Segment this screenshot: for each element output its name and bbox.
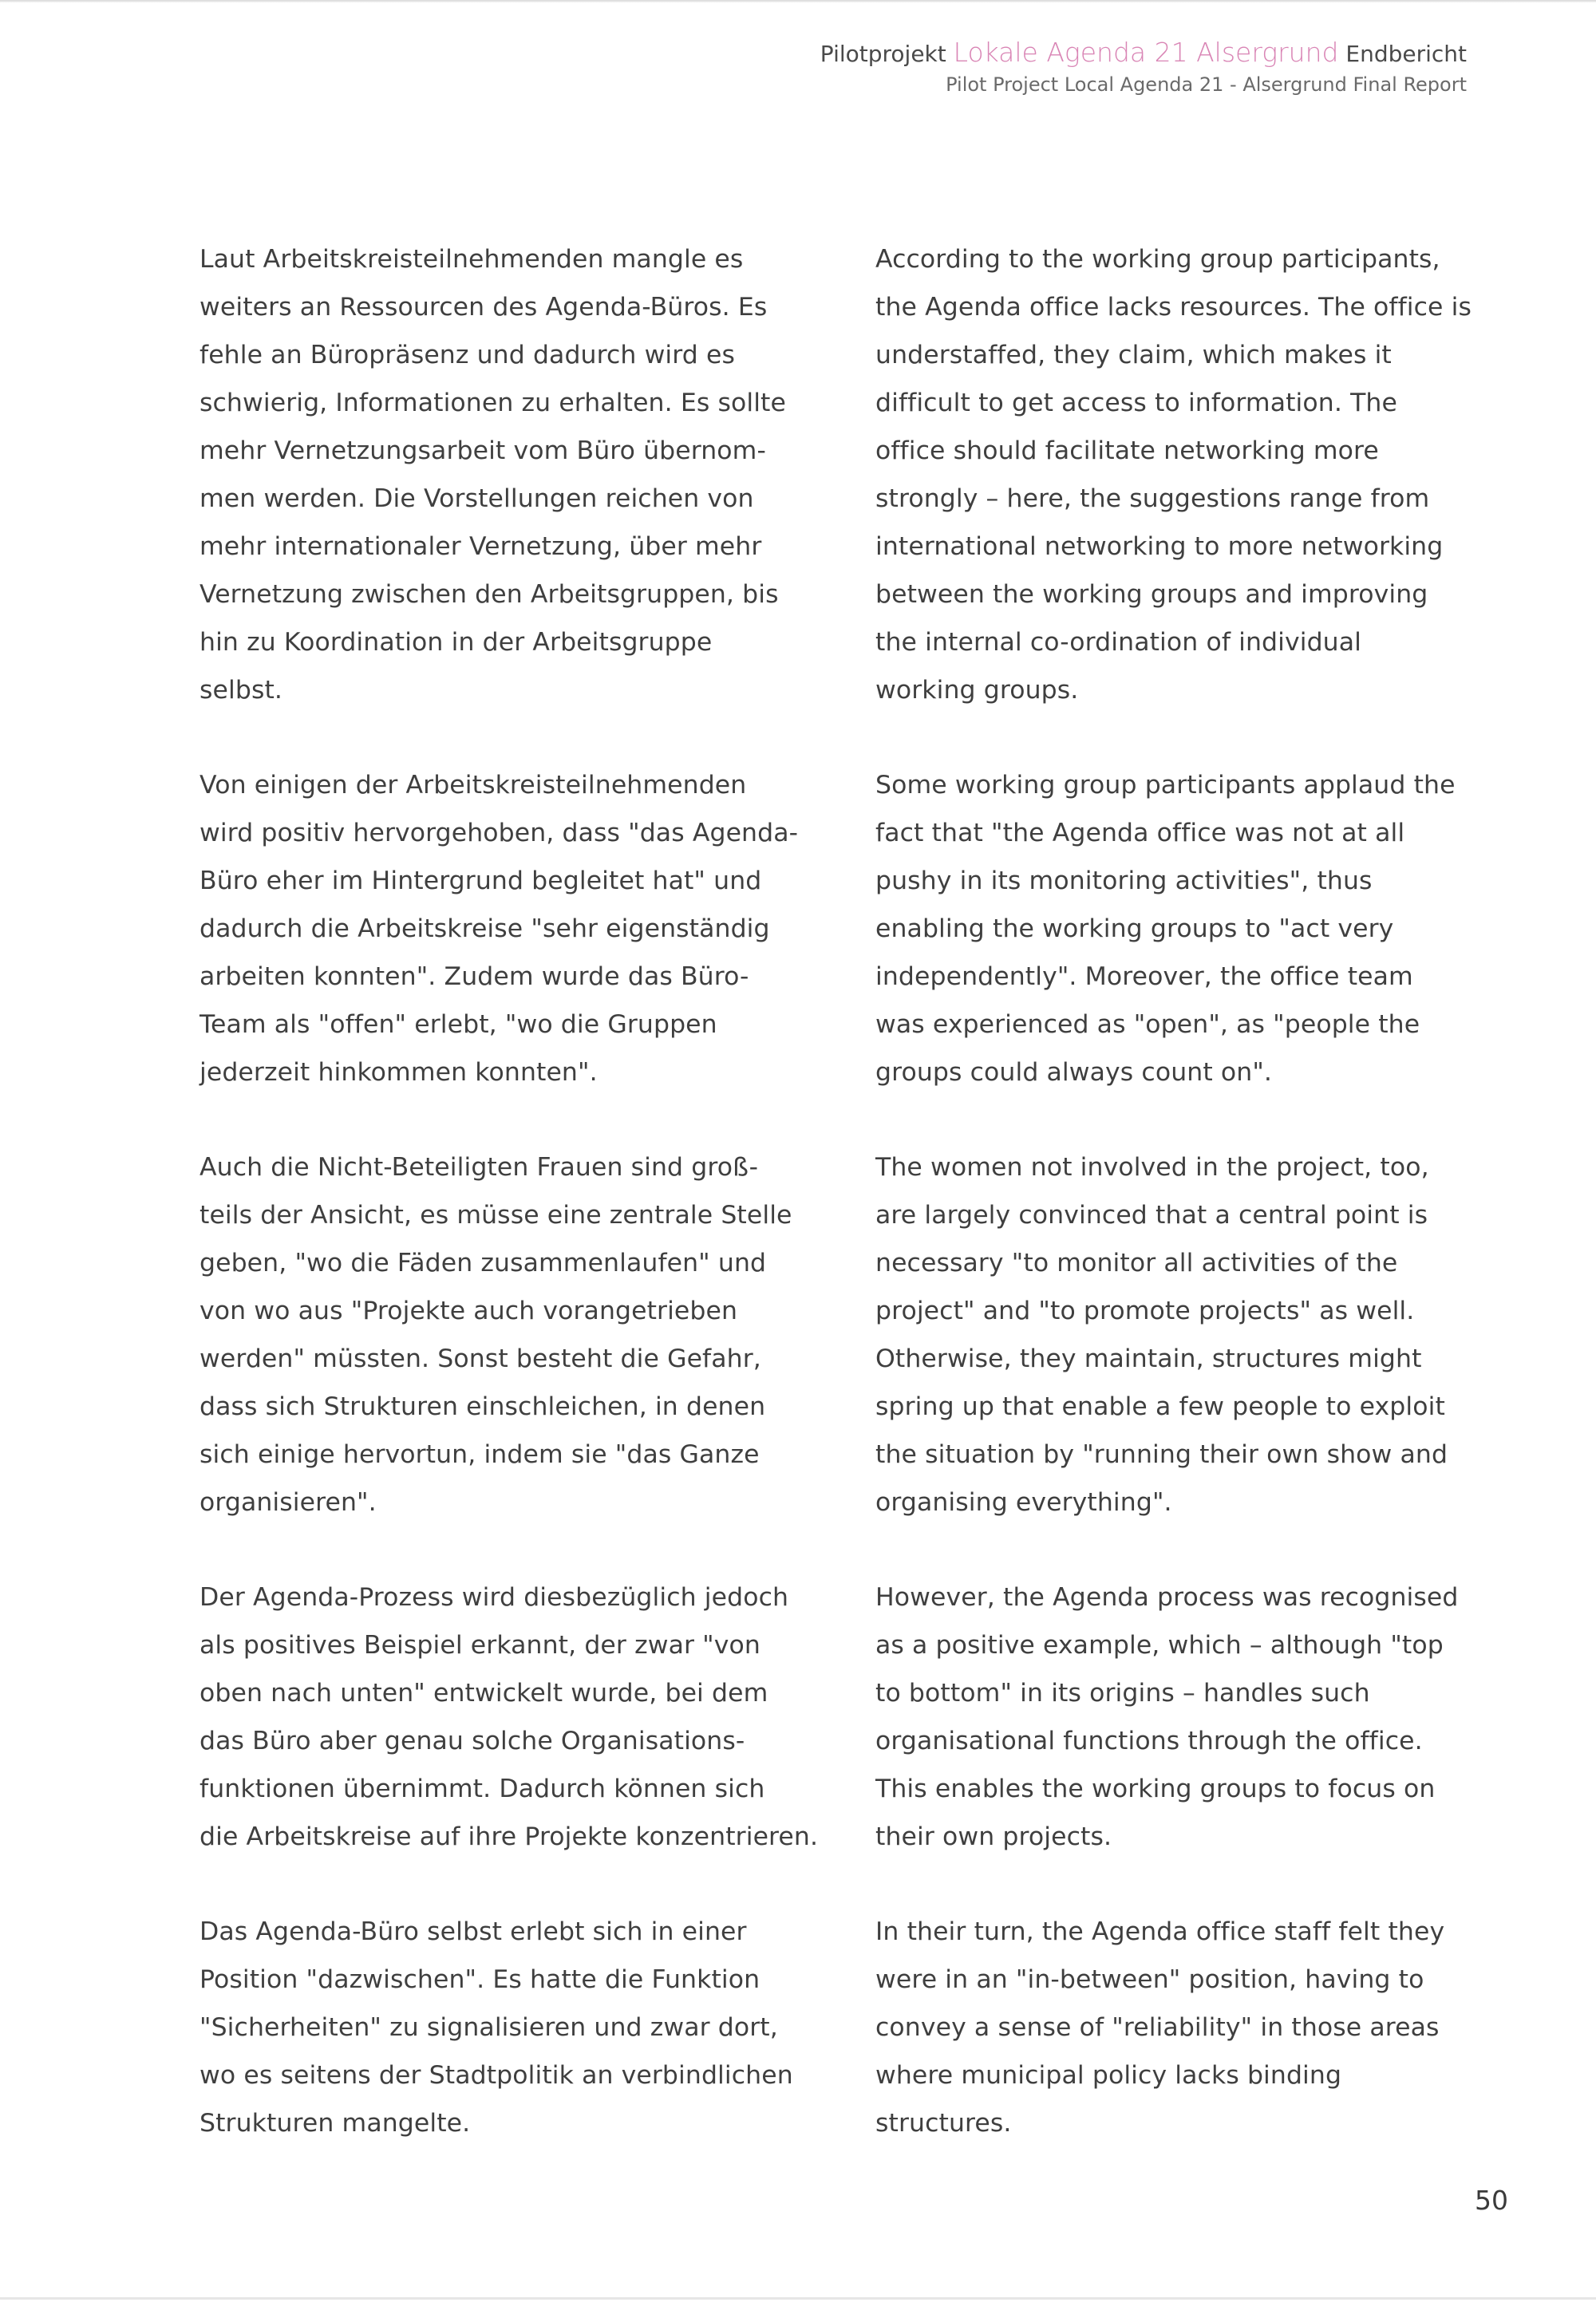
text-line: fact that "the Agenda office was not at all bbox=[875, 819, 1405, 847]
text-line: dadurch die Arbeitskreise "sehr eigenständig bbox=[200, 914, 770, 943]
text-line: Position "dazwischen". Es hatte die Funktion bbox=[200, 1965, 760, 1994]
text-line: schwierig, Informationen zu erhalten. Es sollte bbox=[200, 389, 786, 417]
text-line: arbeiten konnten". Zudem wurde das Büro- bbox=[200, 962, 749, 991]
text-line: organisieren". bbox=[200, 1488, 377, 1517]
text-line: von wo aus "Projekte auch vorangetrieben bbox=[200, 1297, 738, 1325]
english-paragraph-4 bbox=[875, 1574, 1490, 1861]
text-line: sich einige hervortun, indem sie "das Ganze bbox=[200, 1440, 760, 1469]
header-prefix: Pilotprojekt bbox=[820, 41, 946, 67]
text-line: Vernetzung zwischen den Arbeitsgruppen, bis bbox=[200, 580, 779, 609]
text-line: selbst. bbox=[200, 676, 283, 705]
text-line: hin zu Koordination in der Arbeitsgruppe bbox=[200, 628, 713, 657]
text-line: structures. bbox=[875, 2109, 1012, 2138]
header-suffix: Endbericht bbox=[1345, 41, 1467, 67]
text-line: Laut Arbeitskreisteilnehmenden mangle es bbox=[200, 245, 744, 274]
text-line: Strukturen mangelte. bbox=[200, 2109, 471, 2138]
text-line: organising everything". bbox=[875, 1488, 1172, 1517]
text-line: organisational functions through the office. bbox=[875, 1727, 1423, 1755]
text-line: oben nach unten" entwickelt wurde, bei dem bbox=[200, 1679, 768, 1708]
text-line: office should facilitate networking more bbox=[875, 436, 1379, 465]
text-line: the situation by "running their own show and bbox=[875, 1440, 1448, 1469]
text-line: werden" müssten. Sonst besteht die Gefahr, bbox=[200, 1345, 761, 1373]
text-line: dass sich Strukturen einschleichen, in denen bbox=[200, 1392, 766, 1421]
bottom-rule bbox=[0, 2297, 1596, 2300]
text-line: Der Agenda-Prozess wird diesbezüglich jedoch bbox=[200, 1583, 789, 1612]
text-line: Team als "offen" erlebt, "wo die Gruppen bbox=[200, 1010, 717, 1039]
text-line: project" and "to promote projects" as well. bbox=[875, 1297, 1415, 1325]
german-paragraph-1 bbox=[200, 235, 806, 714]
text-line: wird positiv hervorgehoben, dass "das Agenda- bbox=[200, 819, 799, 847]
text-line: mehr Vernetzungsarbeit vom Büro übernom- bbox=[200, 436, 766, 465]
text-line: spring up that enable a few people to exploit bbox=[875, 1392, 1445, 1421]
text-line: According to the working group participants, bbox=[875, 245, 1440, 274]
english-paragraph-3 bbox=[875, 1143, 1490, 1526]
german-column bbox=[200, 235, 819, 2194]
english-column bbox=[875, 235, 1490, 2194]
text-line: convey a sense of "reliability" in those areas bbox=[875, 2013, 1440, 2042]
text-line: mehr internationaler Vernetzung, über mehr bbox=[200, 532, 762, 561]
english-paragraph-1 bbox=[875, 235, 1490, 714]
text-line: Das Agenda-Büro selbst erlebt sich in einer bbox=[200, 1917, 747, 1946]
text-line: fehle an Büropräsenz und dadurch wird es bbox=[200, 341, 735, 369]
text-line: die Arbeitskreise auf ihre Projekte konzentrieren. bbox=[200, 1822, 819, 1851]
text-line: weiters an Ressourcen des Agenda-Büros. Es bbox=[200, 293, 768, 322]
text-line: difficult to get access to information. The bbox=[875, 389, 1397, 417]
german-paragraph-3 bbox=[200, 1143, 806, 1526]
text-line: Auch die Nicht-Beteiligten Frauen sind groß- bbox=[200, 1153, 759, 1182]
text-line: pushy in its monitoring activities", thus bbox=[875, 867, 1373, 895]
text-line: men werden. Die Vorstellungen reichen von bbox=[200, 484, 754, 513]
text-line: understaffed, they claim, which makes it bbox=[875, 341, 1392, 369]
text-line: das Büro aber genau solche Organisations- bbox=[200, 1727, 745, 1755]
text-line: Some working group participants applaud the bbox=[875, 771, 1456, 800]
english-paragraph-2 bbox=[875, 761, 1490, 1096]
text-line: geben, "wo die Fäden zusammenlaufen" und bbox=[200, 1249, 767, 1277]
text-line: This enables the working groups to focus on bbox=[875, 1775, 1436, 1803]
text-line: independently". Moreover, the office team bbox=[875, 962, 1413, 991]
text-line: as a positive example, which – although "top bbox=[875, 1631, 1444, 1660]
text-line: their own projects. bbox=[875, 1822, 1112, 1851]
header-subtitle: Pilot Project Local Agenda 21 - Alsergrund Final Report bbox=[946, 73, 1467, 96]
running-header bbox=[820, 35, 1467, 97]
text-line: groups could always count on". bbox=[875, 1058, 1273, 1087]
text-line: the Agenda office lacks resources. The office is bbox=[875, 293, 1472, 322]
text-line: are largely convinced that a central point is bbox=[875, 1201, 1428, 1230]
text-line: was experienced as "open", as "people the bbox=[875, 1010, 1420, 1039]
text-line: "Sicherheiten" zu signalisieren und zwar dort, bbox=[200, 2013, 778, 2042]
text-line: funktionen übernimmt. Dadurch können sich bbox=[200, 1775, 765, 1803]
top-rule bbox=[0, 0, 1596, 2]
text-line: Büro eher im Hintergrund begleitet hat" und bbox=[200, 867, 762, 895]
text-line: were in an "in-between" position, having to bbox=[875, 1965, 1424, 1994]
header-project-title: Lokale Agenda 21 Alsergrund bbox=[953, 37, 1339, 68]
page-number: 50 bbox=[1475, 2185, 1508, 2216]
text-line: between the working groups and improving bbox=[875, 580, 1428, 609]
text-line: necessary "to monitor all activities of the bbox=[875, 1249, 1398, 1277]
text-line: wo es seitens der Stadtpolitik an verbindlichen bbox=[200, 2061, 793, 2090]
text-line: Von einigen der Arbeitskreisteilnehmenden bbox=[200, 771, 747, 800]
english-paragraph-5 bbox=[875, 1908, 1490, 2147]
text-line: However, the Agenda process was recognised bbox=[875, 1583, 1459, 1612]
text-line: In their turn, the Agenda office staff felt they bbox=[875, 1917, 1445, 1946]
german-paragraph-2 bbox=[200, 761, 806, 1096]
german-paragraph-4 bbox=[200, 1574, 819, 1861]
text-line: the internal co-ordination of individual bbox=[875, 628, 1361, 657]
german-paragraph-5 bbox=[200, 1908, 806, 2147]
text-line: teils der Ansicht, es müsse eine zentrale Stelle bbox=[200, 1201, 792, 1230]
text-line: enabling the working groups to "act very bbox=[875, 914, 1394, 943]
text-line: Otherwise, they maintain, structures might bbox=[875, 1345, 1422, 1373]
text-line: international networking to more networking bbox=[875, 532, 1444, 561]
header-title-line bbox=[820, 35, 1467, 72]
text-line: strongly – here, the suggestions range from bbox=[875, 484, 1430, 513]
text-line: als positives Beispiel erkannt, der zwar "von bbox=[200, 1631, 760, 1660]
text-line: jederzeit hinkommen konnten". bbox=[200, 1058, 598, 1087]
text-line: where municipal policy lacks binding bbox=[875, 2061, 1342, 2090]
text-line: to bottom" in its origins – handles such bbox=[875, 1679, 1370, 1708]
text-line: working groups. bbox=[875, 676, 1079, 705]
text-line: The women not involved in the project, too, bbox=[875, 1153, 1429, 1182]
